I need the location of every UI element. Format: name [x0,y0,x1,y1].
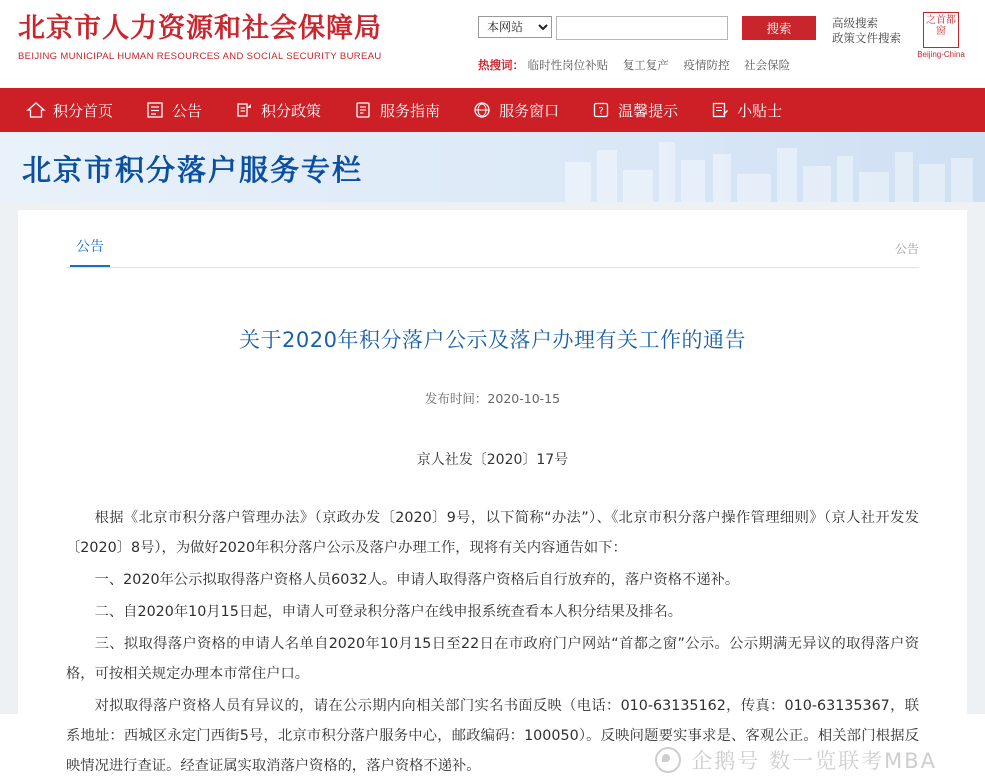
site-logo[interactable] [0,0,478,62]
guide-icon [353,100,373,120]
hot-words-row [478,57,901,73]
search-scope-select[interactable] [478,16,552,38]
nav-item-announcement[interactable] [129,88,218,132]
note-icon [710,100,730,120]
nav-label: 服务指南 [380,101,441,120]
header-search-block [478,0,901,73]
search-scope-wrap [478,16,552,38]
nav-item-home[interactable] [10,88,129,132]
logo-title-en: BEIJING MUNICIPAL HUMAN RESOURCES AND SOCIAL SECURITY BUREAU [18,50,382,62]
question-icon [591,100,611,120]
page-body [0,202,985,774]
policy-search-link[interactable]: 政策文件搜索 [832,31,901,45]
seal-emblem-icon: 之首都窗 [923,12,959,48]
document-number: 京人社发〔2020〕17号 [416,452,569,468]
article-paragraph: 对拟取得落户资格人员有异议的，请在公示期内向相关部门实名书面反映（电话：010-63135162，传真：010-63135367，联系地址：西城区永定门西街5号，北京市积分落户服务中心，邮政编码：100050）。反映问题要实事求是、客观公正。相关部门根据反映情况进行查证。经查证属实取消落户资格的，落户资格不递补。 [66,698,919,774]
nav-label: 服务窗口 [499,101,560,120]
search-input[interactable] [557,17,723,39]
logo-title-cn: 北京市人力资源和社会保障局 [18,13,382,44]
advanced-search-links [832,16,901,46]
announcement-icon [145,100,165,120]
gov-seal[interactable] [911,12,971,66]
nav-label: 小贴士 [737,101,783,120]
hot-word[interactable]: 疫情防控 [683,58,730,72]
search-area [478,16,901,46]
nav-item-tips[interactable] [575,88,694,132]
tab-row [66,210,919,268]
nav-label: 积分政策 [261,101,322,120]
breadcrumb: 公告 [894,242,919,256]
search-box[interactable] [556,16,728,40]
nav-item-policy[interactable] [218,88,337,132]
hot-words-label: 热搜词： [478,58,524,72]
article-paragraph: 一、2020年公示拟取得落户资格人员6032人。申请人取得落户资格后自行放弃的，落户资格不递补。 [94,572,740,588]
site-header [0,0,985,88]
nav-item-service-window[interactable] [456,88,575,132]
publish-time: 发布时间：2020-10-15 [424,391,561,406]
banner-title: 北京市积分落户服务专栏 [22,153,364,187]
hot-word[interactable]: 临时性岗位补贴 [527,58,609,72]
article-paragraph: 二、自2020年10月15日起，申请人可登录积分落户在线申报系统查看本人积分结果及排名。 [94,604,683,620]
search-button[interactable]: 搜索 [742,16,816,40]
page-title: 关于2020年积分落户公示及落户办理有关工作的通告 [239,328,746,352]
hot-word[interactable]: 复工复产 [622,58,669,72]
page-banner [0,132,985,202]
policy-icon [234,100,254,120]
seal-caption: Beijing-China [917,50,965,59]
hot-word[interactable]: 社会保险 [744,58,791,72]
nav-label: 公告 [172,101,203,120]
svg-text:?: ? [598,106,604,117]
watermark-text: 企鹅号 数一览联考MBA [691,749,937,773]
advanced-search-link[interactable]: 高级搜索 [832,16,878,30]
skyline-decoration [555,132,985,202]
article-paragraph: 三、拟取得落户资格的申请人名单自2020年10月15日至22日在市政府门户网站“首都之窗”公示。公示期满无异议的取得落户资格，可按相关规定办理本市常住户口。 [66,636,919,682]
article-card [18,210,967,781]
article-paragraph: 根据《北京市积分落户管理办法》（京政办发〔2020〕9号，以下简称“办法”）、《北京市积分落户操作管理细则》（京人社开发发〔2020〕8号），为做好2020年积分落户公示及落户办理工作，现将有关内容通告如下： [66,510,919,556]
nav-label: 积分首页 [53,101,114,120]
tab-announcement[interactable]: 公告 [70,236,110,267]
window-icon [472,100,492,120]
home-icon [26,100,46,120]
article-body [66,503,919,781]
nav-label: 温馨提示 [618,101,679,120]
main-nav [0,88,985,132]
nav-item-guide[interactable] [337,88,456,132]
nav-item-notes[interactable] [694,88,798,132]
